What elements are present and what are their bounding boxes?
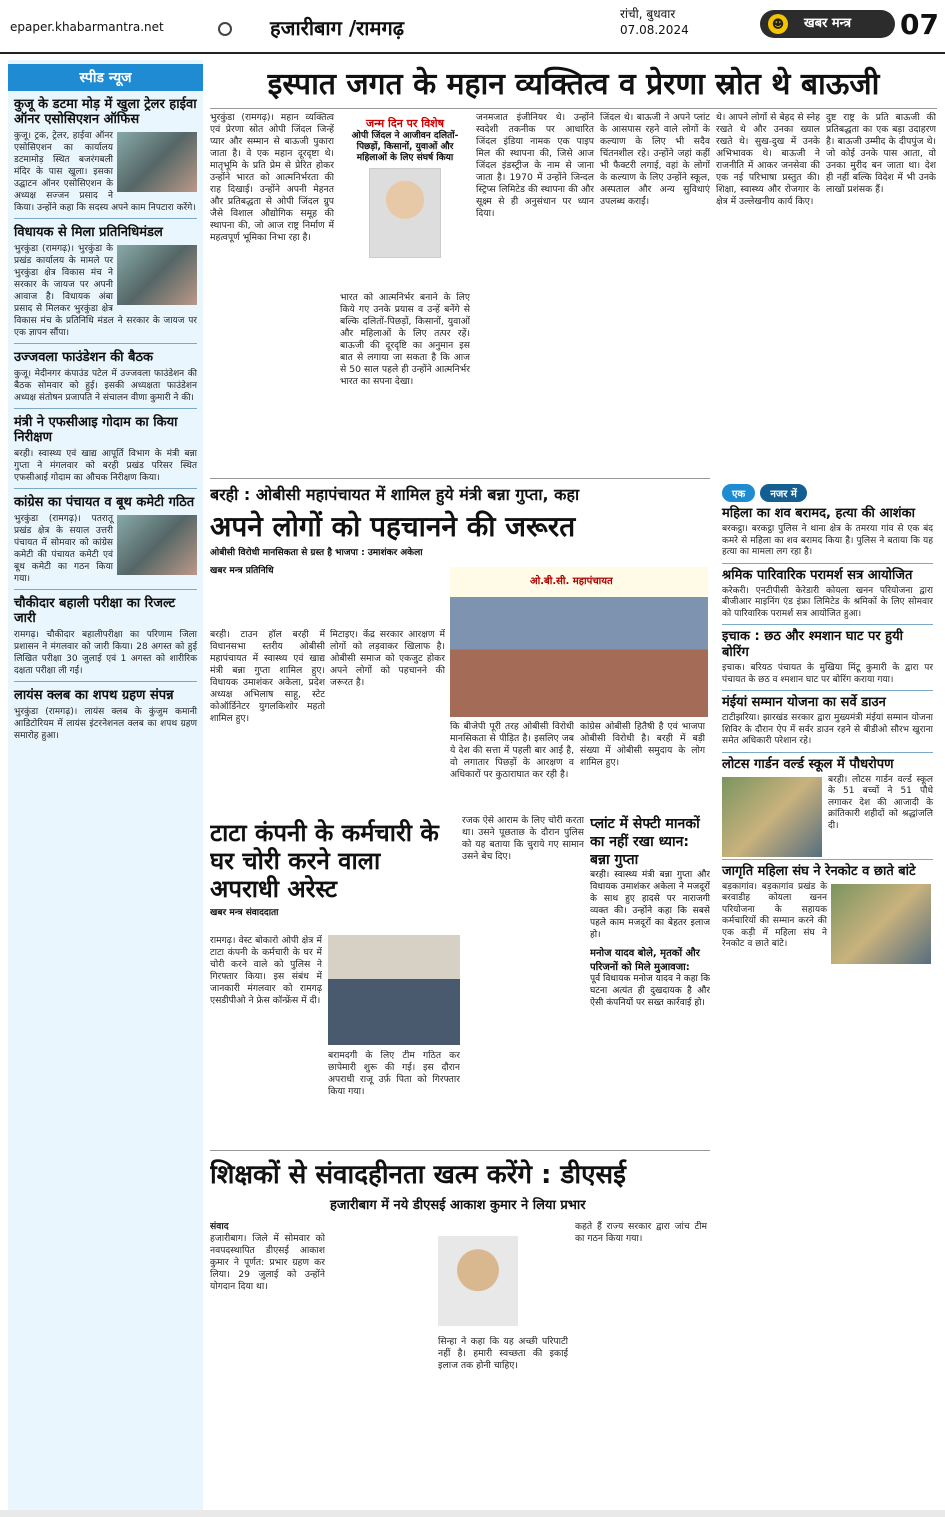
list-item bbox=[8, 688, 203, 742]
news-text: कुजू। मेदीनगर कंपाउंड पटेल में उज्जवला फाउंडेशन की बैठक सोमवार को हुई। इसकी अध्यक्षता फाउंडेशन अध्यक्ष संतोषन प्रजापति ने संचालन वीणा कुमारी ने की। bbox=[14, 369, 197, 403]
news-text: इचाक। बरियठ पंचायत के मुखिया मिंटू कुमारी के द्वारा पर पंचायत के छठ व श्मशान घाट पर बोरिंग कराया गया। bbox=[722, 663, 933, 685]
article-column: भारत को आत्मनिर्भर बनाने के लिए किये गए उनके प्रयास व उन्हें बनेंगे से बल्कि दलितों-पिछड़ों, किसानों, युवाओं और महिलाओं के लिए तत्पर रहें। बाऊजी की दूरदृष्टि का अनुमान इस बात से लगाया जा सकता है कि आज से 50 साल पहले ही उन्होंने आत्मनिर्भर भारत का सपना देखा। bbox=[340, 292, 470, 387]
news-text: करेकरी। एनटीपीसी केरेडारी कोयला खनन परियोजना द्वारा बीजीआर माइनिंग एंड इंफ्रा लिमिटेड के श्रमिकों के लिए सोमवार को पारिवारिक परामर्श सत्र आयोजित हुआ। bbox=[722, 585, 933, 619]
photo-caption: जन्म दिन पर विशेष bbox=[365, 117, 445, 130]
article-column: रामगढ़। वेस्ट बोकारो ओपी क्षेत्र में टाटा कंपनी के कर्मचारी के घर में चोरी करने वाले को पुलिस ने गिरफ्तार किया। इस संबंध में जानकारी मंगलवार को रामगढ़ एसडीपीओ ने फ्रेस कॉन्फ्रेंस में दी। bbox=[210, 935, 322, 1006]
news-text: रामगढ़। चौकीदार बहालीपरीक्षा का परिणाम जिला प्रशासन ने मंगलवार को जारी किया। 28 अगस्त को हुई लिखित परीक्षा 30 जुलाई एवं 1 अगस्त को शारीरिक दक्षता परीक्षा ली गई। bbox=[14, 630, 197, 676]
article-subhead: हजारीबाग में नये डीएसई आकाश कुमार ने लिया प्रभार bbox=[330, 1198, 586, 1213]
date-line2: 07.08.2024 bbox=[620, 23, 689, 37]
list-item bbox=[718, 757, 937, 833]
article-column: कहते हैं राज्य सरकार द्वारा जांच टीम का गठन किया गया। bbox=[575, 1221, 707, 1244]
theft-article-col3 bbox=[462, 815, 584, 1145]
article-kicker: बरही : ओबीसी महापंचायत में शामिल हुये मंत्री बन्ना गुप्ता, कहा bbox=[210, 485, 580, 504]
event-photo bbox=[450, 567, 708, 717]
photo-subcaption: ओपी जिंदल ने आजीवन दलितों-पिछड़ों, किसानों, युवाओं और महिलाओं के लिए संघर्ष किया bbox=[351, 131, 459, 163]
divider bbox=[14, 408, 197, 409]
news-title: विधायक से मिला प्रतिनिधिमंडल bbox=[14, 225, 163, 240]
article-column: पूर्व विधायक मनोज यादव ने कहा कि घटना अत्यंत ही दुखदायक है और ऐसी कंपनियों पर सख्त कार्रवाई हो। bbox=[590, 974, 710, 1008]
page-header bbox=[0, 0, 945, 54]
profile-photo bbox=[340, 116, 470, 286]
brand-logo-icon: ☻ bbox=[768, 14, 788, 34]
lead-article bbox=[210, 112, 937, 472]
article-column: कि बीजेपी पूरी तरह ओबीसी विरोधी मानसिकता से पीड़ित है। इसलिए जब ये देश की सत्ता में पहली बार आई है, वो लगातार पिछड़ों के आरक्षण व अधिकारों पर कुठाराघात कर रही है। bbox=[450, 721, 574, 780]
list-item bbox=[8, 350, 203, 404]
news-title: मंईयां सम्मान योजना का सर्वे डाउन bbox=[722, 695, 886, 710]
news-text: बड़कागांव। बड़कागांव प्रखंड के बरवाडीह कोयला खनन परियोजना के सहायक कर्मचारियों की सम्मान करने की एक कड़ी में महिला संघ ने रेनकोट व छाते बांटे। bbox=[722, 881, 827, 949]
news-photo bbox=[117, 132, 197, 192]
official-portrait bbox=[438, 1236, 518, 1326]
page-footer bbox=[0, 1510, 945, 1517]
article-column: रजक ऐसे आराम के लिए चोरी करता था। उसने पूछताछ के दौरान पुलिस को यह बताया कि चुराये गए सामान उसने बेच दिए। bbox=[462, 815, 584, 862]
list-item bbox=[8, 596, 203, 677]
list-item bbox=[8, 97, 203, 214]
news-title: जागृति महिला संघ ने रेनकोट व छाते बांटे bbox=[722, 863, 916, 879]
divider bbox=[722, 563, 933, 564]
article-column: दुष्ट राष्ट्र के प्रति बाऊजी की प्रतिबद्धता का एक बड़ा उदाहरण है। बाऊजी उम्मीद के दीपपुंज थे। जो कोई उनके पास आता, वो उनका मुरीद बन जाता था। देश ही नहीं बल्कि विदेश में भी उनके लाखों प्रशंसक हैं। bbox=[826, 112, 936, 195]
divider bbox=[722, 859, 933, 860]
article-column bbox=[330, 1221, 430, 1506]
news-title: लायंस क्लब का शपथ ग्रहण संपन्न bbox=[14, 688, 174, 703]
portrait-image bbox=[369, 168, 441, 258]
article-column: जिंदल थे। बाऊजी ने अपने प्लांट के आसपास रहने वाले लोगों के कल्याण के लिए भी सदैव चिंतनशील रहे। उन्होंने जहां कहीं भी फैक्टरी लगाई, वहां के लोगों के कल्याण के लिए उन्होंने स्कूल, अस्पताल और अन्य सुविधाएं उपलब्ध कराईं। bbox=[600, 112, 710, 207]
police-photo bbox=[328, 935, 460, 1045]
article-subhead: मनोज यादव बोले, मृतकों और परिजनों को मिले मुआवजा: bbox=[590, 948, 700, 973]
divider bbox=[14, 343, 197, 344]
list-item bbox=[718, 506, 937, 559]
list-item bbox=[718, 568, 937, 621]
speed-news-column bbox=[8, 60, 203, 1510]
news-title: लोटस गार्डन वर्ल्ड स्कूल में पौधरोपण bbox=[722, 756, 894, 772]
section-tag: एक bbox=[722, 484, 755, 502]
section-tag: नजर में bbox=[760, 484, 807, 502]
article-subhead: ओबीसी विरोधी मानसिकता से ग्रस्त है भाजपा : उमाशंकर अकेला bbox=[210, 548, 423, 558]
article-headline: अपने लोगों को पहचानने की जरूरत bbox=[210, 510, 576, 543]
news-text: बरही। स्वास्थ्य एवं खाद्य आपूर्ति विभाग के मंत्री बन्ना गुप्ता ने मंगलवार को बरही प्रखंड परिसर स्थित एफसीआई गोदाम का औचक निरीक्षण किया। bbox=[14, 449, 197, 483]
news-text: बरही। लोटस गार्डन वर्ल्ड स्कूल के 51 बच्चों ने 51 पौधे लगाकर देश की आजादी के क्रांतिकारी शहीदों को श्रद्धांजलि दी। bbox=[828, 774, 933, 831]
page-number: 07 bbox=[900, 8, 939, 41]
byline: खबर मन्त्र प्रतिनिधि bbox=[210, 566, 274, 576]
divider bbox=[14, 589, 197, 590]
article-column: बरामदगी के लिए टीम गठित कर छापेमारी शुरू की गई। इस दौरान अपराधी राजू उर्फ़ पिता को गिरफ्तार किया गया। bbox=[328, 1050, 460, 1097]
article-headline: प्लांट में सेफ्टी मानकों का नहीं रखा ध्यान: बन्ना गुप्ता bbox=[590, 816, 700, 868]
news-photo bbox=[117, 515, 197, 575]
at-a-glance-column bbox=[718, 478, 937, 1508]
photo-banner: ओ.बी.सी. महापंचायत bbox=[530, 576, 613, 587]
news-photo bbox=[831, 884, 931, 964]
dse-article bbox=[210, 1150, 710, 1511]
article-column: कांग्रेस ओबीसी हितैषी है एवं भाजपा ओबीसी विरोधी है। बरही में बड़ी संख्या में ओबीसी समुदाय के लोग शामिल हुए। bbox=[580, 721, 705, 768]
news-text: भुरकुंडा (रामगढ़)। भुरकुंडा के प्रखंड कार्यालय के मामले पर भुरकुंडा क्षेत्र विकास मंच ने सरकार के जायज पर अपनी आवाज है। विधायक अंबा प्रसाद से मिलकर भुरकुंडा क्षेत्र विकास मंच के प्रतिनिधि मंडल ने सरकार के जायज पर एक ज्ञापन सौंपा। bbox=[14, 244, 197, 338]
news-title: कुजू के डटमा मोड़ में खुला ट्रेलर हाईवा ऑनर एसोसिएशन ऑफिस bbox=[14, 97, 197, 127]
news-title: कांग्रेस का पंचायत व बूथ कमेटी गठित bbox=[14, 495, 195, 510]
article-column: भुरकुंडा (रामगढ़)। महान व्यक्तित्व एवं प्रेरणा स्रोत ओपी जिंदल जिन्हें प्यार और सम्मान से बाऊजी पुकारा जाता है। वे एक महान दूरदृष्टा थे। मातृभूमि के प्रति प्रेम से प्रेरित होकर उन्होंने भारत को आत्मनिर्भरता की राह दिखाई। उन्होंने अपनी मेहनत और प्रतिबद्धता से ओपी जिंदल ग्रुप जैसे विशाल औद्योगिक समूह की स्थापना की, जो आज राष्ट्र निर्माण में महत्वपूर्ण भूमिका निभा रहा है। bbox=[210, 112, 334, 243]
safety-article bbox=[590, 815, 710, 1145]
list-item bbox=[8, 415, 203, 484]
date-line1: रांची, बुधवार bbox=[620, 7, 676, 21]
news-title: इचाक : छठ और श्मशान घाट पर हुयी बोरिंग bbox=[722, 629, 903, 660]
list-item bbox=[718, 629, 937, 686]
news-text: कुजू। ट्रक, ट्रेलर, हाईवा ऑनर एसोसिएशन का कार्यालय डटमामोड़ स्थित बजरंगबली मंदिर के पास खुला। इसका उद्घाटन ऑनर एसोसिएशन के अध्यक्ष सज्जन प्रसाद ने किया। उन्होंने कहा कि सदस्य अपने काम निपटारा करेंगे। bbox=[14, 131, 196, 213]
brand-label: खबर मन्त्र bbox=[803, 16, 852, 31]
byline: संवाद bbox=[210, 1221, 229, 1232]
news-text: टाटीझरिया। झारखंड सरकार द्वारा मुख्यमंत्री मंईयां सम्मान योजना शिविर के दौरान ऐप में सर्वर डाउन रहने से बीडीओ सौरभ खुराना समेत अधिकारी परेशान रहे। bbox=[722, 713, 933, 746]
article-headline: टाटा कंपनी के कर्मचारी के घर चोरी करने वाला अपराधी अरेस्ट bbox=[210, 819, 439, 903]
news-text: भुरकुंडा (रामगढ़)। लायंस क्लब के कुंजुम कमानी आडिटोरियम में लायंस इंटरनेशनल क्लब का शपथ ग्रहण समारोह हुआ। bbox=[14, 707, 197, 741]
divider bbox=[722, 624, 933, 625]
news-title: चौकीदार बहाली परीक्षा का रिजल्ट जारी bbox=[14, 596, 176, 626]
divider bbox=[14, 488, 197, 489]
divider bbox=[14, 218, 197, 219]
edition-date bbox=[620, 6, 689, 38]
news-title: मंत्री ने एफसीआइ गोदाम का किया निरीक्षण bbox=[14, 415, 178, 445]
article-column: बरही। स्वास्थ्य मंत्री बन्ना गुप्ता और विधायक उमाशंकर अकेला ने मजदूरों के साथ हुए हादसे पर नाराजगी व्यक्त की। उन्होंने कहा कि सबसे पहले काम मजदूरों का बेहतर इलाज हो। bbox=[590, 870, 710, 940]
lead-headline: इस्पात जगत के महान व्यक्तित्व व प्रेरणा स्रोत थे बाऊजी bbox=[210, 62, 937, 109]
divider bbox=[722, 690, 933, 691]
obc-article bbox=[210, 478, 710, 809]
divider bbox=[722, 752, 933, 753]
news-photo bbox=[117, 245, 197, 305]
list-item bbox=[718, 864, 937, 951]
article-column: बरही। टाउन हॉल बरही में विधानसभा स्तरीय ओबीसी महापंचायत में स्वास्थ्य एवं खाद्य मंत्री बन्ना गुप्ता शामिल हुए। विधायक उमाशंकर अकेला, प्रदेश अध्यक्ष अभिलाष साहू, स्टेट कोऑर्डिनेटर युगलकिशोर महतो शामिल हुए। bbox=[210, 629, 325, 724]
article-column: हजारीबाग। जिले में सोमवार को नवपदस्थापित डीएसई आकाश कुमार ने पूर्णत: प्रभार ग्रहण कर लिया। 29 जुलाई को उन्होंने योगदान दिया था। bbox=[210, 1233, 325, 1292]
article-column: सिन्हा ने कहा कि यह अच्छी परिपाटी नहीं है। हमारी स्वच्छता की इकाई इलाज तक होनी चाहिए। bbox=[438, 1336, 568, 1371]
divider bbox=[14, 681, 197, 682]
site-url[interactable]: epaper.khabarmantra.net bbox=[10, 20, 164, 34]
cursor-icon bbox=[218, 22, 232, 36]
list-item bbox=[8, 495, 203, 585]
news-title: महिला का शव बरामद, हत्या की आशंका bbox=[722, 506, 915, 521]
list-item bbox=[8, 225, 203, 339]
news-text: भुरकुंडा (रामगढ़)। पतरातू प्रखंड क्षेत्र के सयाल उत्तरी पंचायत में सोमवार को कांग्रेस कमेटी की पंचायत कमेटी एवं बूथ कमेटी का गठन किया गया। bbox=[14, 514, 113, 584]
section-label: स्पीड न्यूज bbox=[8, 64, 203, 91]
news-title: उज्जवला फाउंडेशन की बैठक bbox=[14, 350, 154, 365]
list-item bbox=[718, 695, 937, 748]
article-column: जनमजात इंजीनियर थे। उन्होंने स्वदेशी तकनीक पर आधारित जिंदल इंडिया नामक एक पाइप मिल की स्थापना की, जिसे आज जिंदल इंडस्ट्रीज के नाम से जाना जाता है। 1970 में उन्होंने जिन्दल स्ट्रिप्स लिमिटेड की स्थापना की और सूक्ष्म से ही अनुसंधान पर ध्यान दिया। bbox=[476, 112, 594, 219]
article-column: मिटाइए। केंद्र सरकार आरक्षण में लोगों को लड़वाकर खिलाफ है। ओबीसी समाज को एकजुट होकर अपने लोगों को पहचानने की जरूरत है। bbox=[330, 629, 445, 688]
article-headline: शिक्षकों से संवादहीनता खत्म करेंगे : डीएसई bbox=[210, 1160, 626, 1190]
article-column: थे। आपने लोगों से बेहद से स्नेह रखते थे और उनका ख्याल रखते थे। सुख-दुख में उनके अभिभावक थे। बाऊजी ने राजनीति में आकर जनसेवा की एक नई परिभाषा प्रस्तुत की। शिक्षा, स्वास्थ्य और रोजगार के क्षेत्र में उल्लेखनीय कार्य किए। bbox=[716, 112, 820, 207]
edition-city: हजारीबाग /रामगढ़ bbox=[270, 16, 404, 40]
byline: खबर मन्त्र संवाददाता bbox=[210, 908, 279, 918]
news-text: बरकट्ठा। बरकट्ठा पुलिस ने थाना क्षेत्र के तमरया गांव से एक बंद कमरे से महिला का शव बरामद किया है। पुलिस ने बताया कि यह हत्या का मामला लग रहा है। bbox=[722, 524, 933, 557]
news-title: श्रमिक पारिवारिक परामर्श सत्र आयोजित bbox=[722, 567, 913, 583]
news-photo bbox=[722, 777, 822, 857]
